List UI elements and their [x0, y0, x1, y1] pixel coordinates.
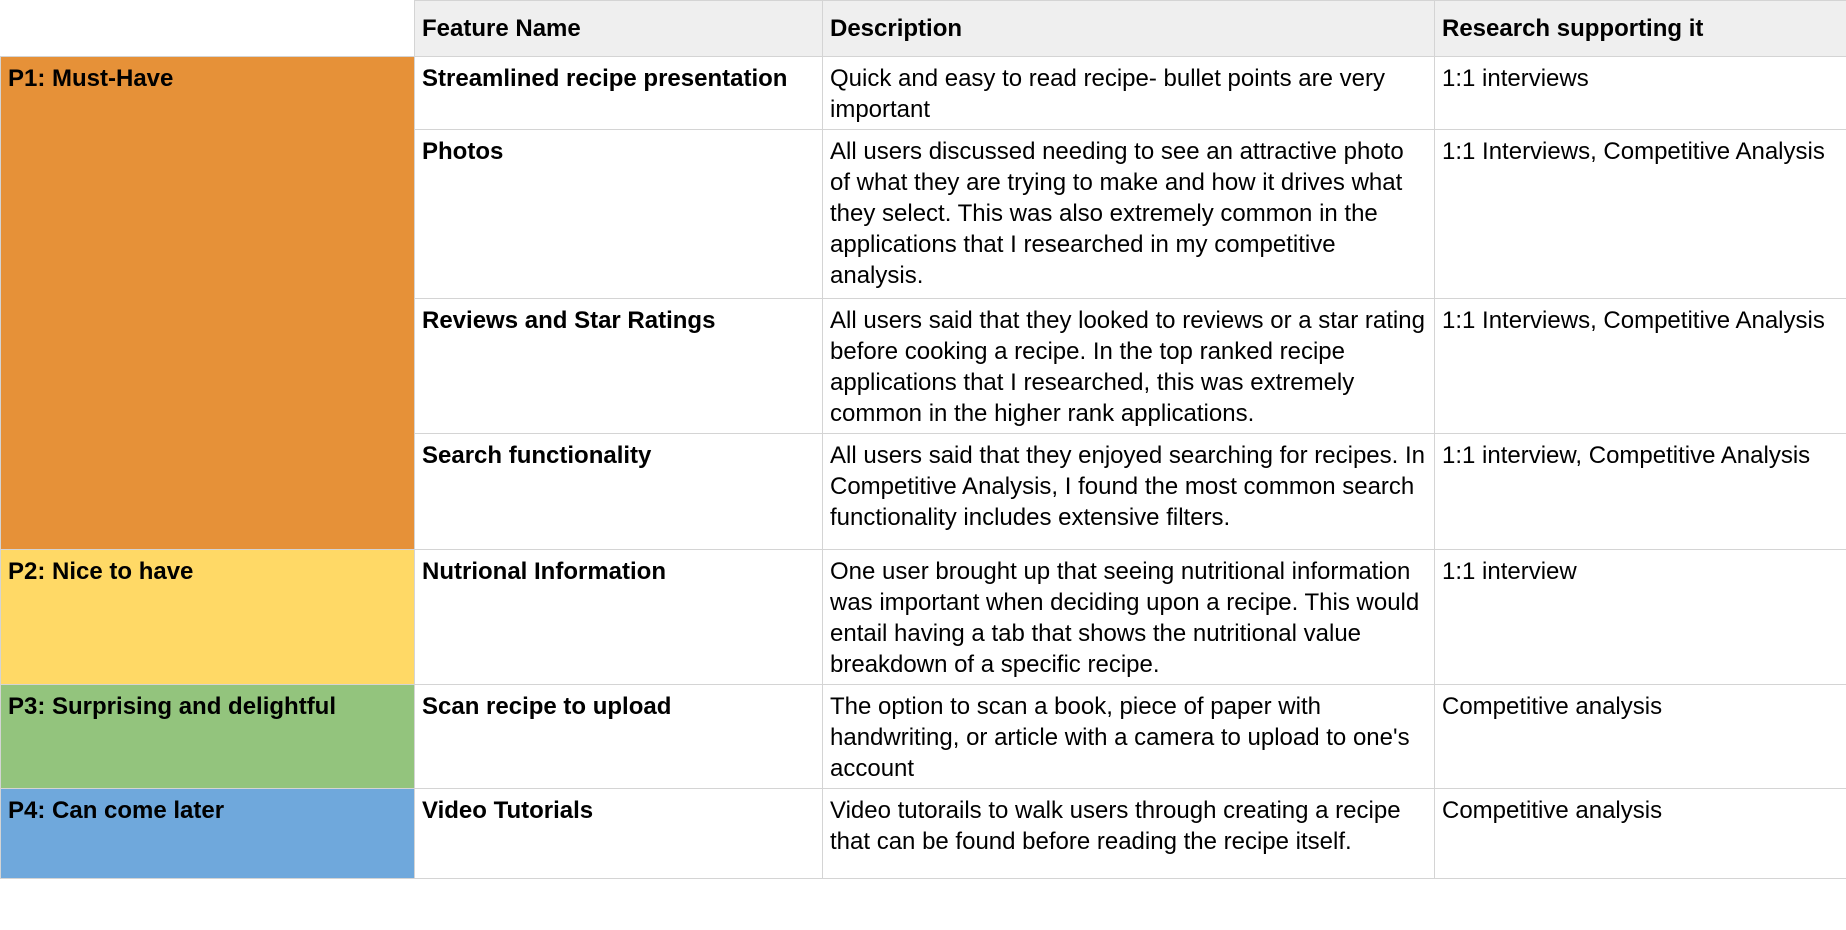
research-cell[interactable]: Competitive analysis [1435, 685, 1846, 789]
feature-name-cell[interactable]: Photos [415, 130, 823, 299]
header-row [1, 1, 1846, 57]
feature-name-cell[interactable]: Reviews and Star Ratings [415, 299, 823, 434]
corner-cell [1, 1, 415, 57]
priority-p2-cell[interactable]: P2: Nice to have [1, 550, 415, 685]
feature-name-cell[interactable]: Streamlined recipe presentation [415, 57, 823, 130]
feature-name-cell[interactable]: Search functionality [415, 434, 823, 550]
table-row [1, 57, 1846, 130]
research-cell[interactable]: 1:1 interview [1435, 550, 1846, 685]
priority-p3-cell[interactable]: P3: Surprising and delightful [1, 685, 415, 789]
research-cell[interactable]: 1:1 Interviews, Competitive Analysis [1435, 299, 1846, 434]
priority-p1-cell[interactable]: P1: Must-Have [1, 57, 415, 550]
description-cell[interactable]: Quick and easy to read recipe- bullet points are very important [823, 57, 1435, 130]
header-research[interactable]: Research supporting it [1435, 1, 1846, 57]
description-cell[interactable]: All users said that they looked to reviews or a star rating before cooking a recipe. In the top ranked recipe applications that I researched, this was extremely common in the higher rank applications. [823, 299, 1435, 434]
table-row [1, 550, 1846, 685]
header-feature-name[interactable]: Feature Name [415, 1, 823, 57]
table-row [1, 789, 1846, 879]
research-cell[interactable]: 1:1 interviews [1435, 57, 1846, 130]
feature-name-cell[interactable]: Nutrional Information [415, 550, 823, 685]
research-cell[interactable]: Competitive analysis [1435, 789, 1846, 879]
research-cell[interactable]: 1:1 Interviews, Competitive Analysis [1435, 130, 1846, 299]
feature-name-cell[interactable]: Video Tutorials [415, 789, 823, 879]
description-cell[interactable]: One user brought up that seeing nutritional information was important when deciding upon a recipe. This would entail having a tab that shows the nutritional value breakdown of a specific recipe. [823, 550, 1435, 685]
research-cell[interactable]: 1:1 interview, Competitive Analysis [1435, 434, 1846, 550]
description-cell[interactable]: Video tutorails to walk users through creating a recipe that can be found before reading the recipe itself. [823, 789, 1435, 879]
header-description[interactable]: Description [823, 1, 1435, 57]
description-cell[interactable]: All users discussed needing to see an attractive photo of what they are trying to make and how it drives what they select. This was also extremely common in the applications that I researched in my competitive analysis. [823, 130, 1435, 299]
description-cell[interactable]: All users said that they enjoyed searching for recipes. In Competitive Analysis, I found the most common search functionality includes extensive filters. [823, 434, 1435, 550]
description-cell[interactable]: The option to scan a book, piece of paper with handwriting, or article with a camera to upload to one's account [823, 685, 1435, 789]
priority-p4-cell[interactable]: P4: Can come later [1, 789, 415, 879]
table-row [1, 685, 1846, 789]
feature-name-cell[interactable]: Scan recipe to upload [415, 685, 823, 789]
